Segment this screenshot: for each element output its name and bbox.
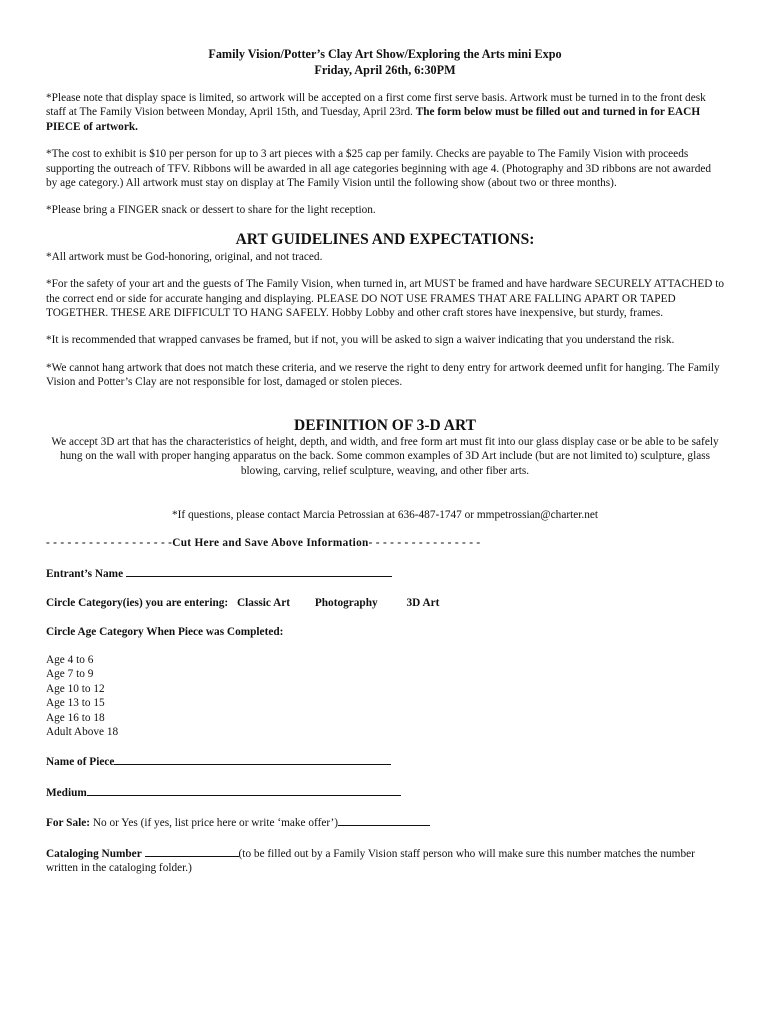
piece-name-row — [46, 753, 724, 769]
cut-label: Cut Here and Save Above Information — [172, 537, 369, 550]
age-option-4-6[interactable]: Age 4 to 6 — [46, 653, 94, 666]
intro-note-bold: The form below must be filled out and turned in for EACH PIECE of artwork. — [46, 106, 701, 133]
category-option-photography[interactable]: Photography — [314, 597, 378, 610]
document-header — [46, 47, 724, 78]
age-option-adult[interactable]: Adult Above 18 — [46, 725, 119, 738]
for-sale-field[interactable] — [338, 814, 430, 826]
category-option-classic[interactable]: Classic Art — [237, 597, 291, 610]
entrant-name-field[interactable] — [126, 565, 392, 577]
definition-text: We accept 3D art that has the characteristics of height, depth, and width, and free form art must fit into our glass display case or be able to be safely hung on the wall with proper hanging apparatus on the back. Some common examples of 3D Art include (but are not limited to) sculpture, glass blowing, carving, relief sculpture, weaving, and other fiber arts. — [51, 435, 719, 477]
age-option-7-9[interactable]: Age 7 to 9 — [46, 668, 94, 681]
intro-paragraph-3: *Please bring a FINGER snack or dessert to share for the light reception. — [46, 204, 376, 217]
for-sale-row — [46, 814, 724, 830]
intro-paragraph-2: *The cost to exhibit is $10 per person for up to 3 art pieces with a $25 cap per family. Checks are payable to The Family Vision with proceeds supporting the outreach of TFV. Ribbons will be awarded in all age categories beginning with age 4. (Photography and 3D ribbons are not awarded by age category.) All artwork must stay on display at The Family Vision until the following show (about two or three months). — [46, 148, 711, 190]
definition-heading: DEFINITION OF 3-D ART — [294, 416, 476, 434]
category-row — [46, 596, 724, 610]
cut-dashes-right: - - - - - - - - - - - - - - - - — [368, 537, 481, 550]
guideline-4: *We cannot hang artwork that does not match these criteria, and we reserve the right to deny entry for artwork deemed unfit for hanging. The Family Vision and Potter’s Clay are not responsible for lost, damaged or stolen pieces. — [46, 361, 720, 389]
flyer-page — [46, 47, 724, 875]
cataloging-field[interactable] — [145, 845, 239, 857]
cataloging-label: Cataloging Number — [46, 847, 142, 860]
piece-name-label: Name of Piece — [46, 756, 115, 769]
medium-row — [46, 784, 724, 800]
guideline-3: *It is recommended that wrapped canvases be framed, but if not, you will be asked to sign a waiver indicating that you understand the risk. — [46, 334, 675, 347]
age-option-10-12[interactable]: Age 10 to 12 — [46, 682, 105, 695]
medium-field[interactable] — [87, 784, 401, 796]
age-category-label: Circle Age Category When Piece was Completed: — [46, 625, 284, 638]
cataloging-row — [46, 845, 724, 876]
category-label: Circle Category(ies) you are entering: — [46, 597, 229, 610]
medium-label: Medium — [46, 786, 87, 799]
cut-dashes-left: - - - - - - - - - - - - - - - - - - — [46, 537, 173, 550]
age-category-list — [46, 653, 724, 739]
for-sale-label: For Sale: — [46, 817, 91, 830]
age-option-16-18[interactable]: Age 16 to 18 — [46, 711, 105, 724]
cataloging-note: (to be filled out by a Family Vision staff person who will make sure this number matches the number written in the cataloging folder.) — [46, 847, 695, 874]
guidelines-heading: ART GUIDELINES AND EXPECTATIONS: — [235, 230, 535, 248]
entrant-name-row — [46, 565, 724, 581]
cut-line — [46, 536, 724, 550]
contact-info: *If questions, please contact Marcia Petrossian at 636-487-1747 or mmpetrossian@charter.net — [171, 508, 599, 521]
age-option-13-15[interactable]: Age 13 to 15 — [46, 697, 105, 710]
guideline-2: *For the safety of your art and the guests of The Family Vision, when turned in, art MUST be framed and have hardware SECURELY ATTACHED to the correct end or side for accurate hanging and displaying. PLEASE DO NOT USE FRAMES THAT ARE FALLING APART OR TAPED TOGETHER. THESE ARE DIFFICULT TO HANG SAFELY. Hobby Lobby and other craft stores have inexpensive, but sturdy, frames. — [46, 278, 724, 320]
for-sale-text: No or Yes (if yes, list price here or write ‘make offer’) — [92, 817, 339, 830]
piece-name-field[interactable] — [114, 753, 391, 765]
entrant-name-label: Entrant’s Name — [46, 567, 124, 580]
header-date: Friday, April 26th, 6:30PM — [314, 62, 456, 77]
guideline-1: *All artwork must be God-honoring, original, and not traced. — [46, 250, 323, 263]
intro-note: *Please note that display space is limited, so artwork will be accepted on a first come first serve basis. Artwork must be turned in to the front desk staff at The Family Vision between Monday, April 15th, and Tuesday, April 23rd. — [46, 92, 706, 119]
category-option-3d[interactable]: 3D Art — [406, 597, 440, 610]
header-title: Family Vision/Potter’s Clay Art Show/Exploring the Arts mini Expo — [208, 47, 562, 61]
intro-paragraph-1 — [46, 91, 724, 134]
